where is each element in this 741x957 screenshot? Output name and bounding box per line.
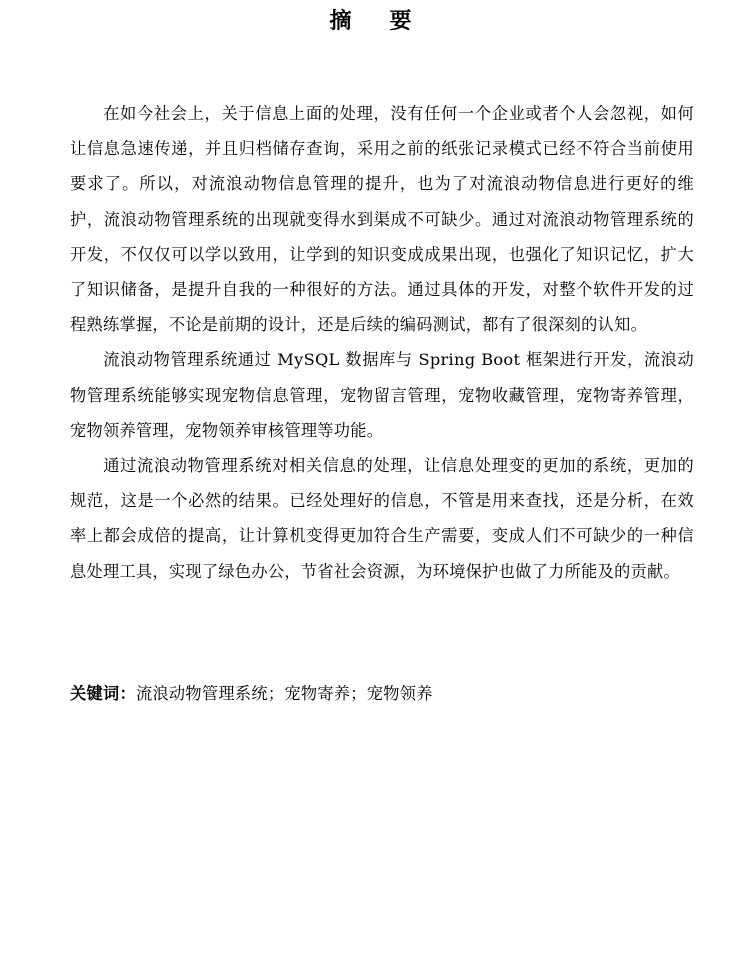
page-title: [0, 6, 741, 38]
title-char-1: 摘: [329, 9, 352, 34]
abstract-paragraph-3: 通过流浪动物管理系统对相关信息的处理，让信息处理变的更加的系统，更加的规范，这是一个必然的结果。已经处理好的信息，不管是用来查找，还是分析，在效率上都会成倍的提高，让计算机变得更加符合生产需要，变成人们不可缺少的一种信息处理工具，实现了绿色办公，节省社会资源，为环境保护也做了力所能及的贡献。: [70, 456, 694, 581]
abstract-body: [70, 96, 694, 589]
title-char-2: 要: [389, 9, 412, 34]
keywords-value: 流浪动物管理系统；宠物寄养；宠物领养: [135, 684, 433, 703]
abstract-paragraph-1: 在如今社会上，关于信息上面的处理，没有任何一个企业或者个人会忽视，如何让信息急速传递，并且归档储存查询，采用之前的纸张记录模式已经不符合当前使用要求了。所以，对流浪动物信息管理的提升，也为了对流浪动物信息进行更好的维护，流浪动物管理系统的出现就变得水到渠成不可缺少。通过对流浪动物管理系统的开发，不仅仅可以学以致用，让学到的知识变成成果出现，也强化了知识记忆，扩大了知识储备，是提升自我的一种很好的方法。通过具体的开发，对整个软件开发的过程熟练掌握，不论是前期的设计，还是后续的编码测试，都有了很深刻的认知。: [70, 104, 694, 335]
abstract-paragraph-2: 流浪动物管理系统通过 MySQL 数据库与 Spring Boot 框架进行开发，流浪动物管理系统能够实现宠物信息管理，宠物留言管理，宠物收藏管理，宠物寄养管理，宠物领养管理，宠物领养审核管理等功能。: [70, 350, 694, 440]
keywords-line: [70, 680, 694, 708]
keywords-label: 关键词：: [70, 684, 136, 703]
